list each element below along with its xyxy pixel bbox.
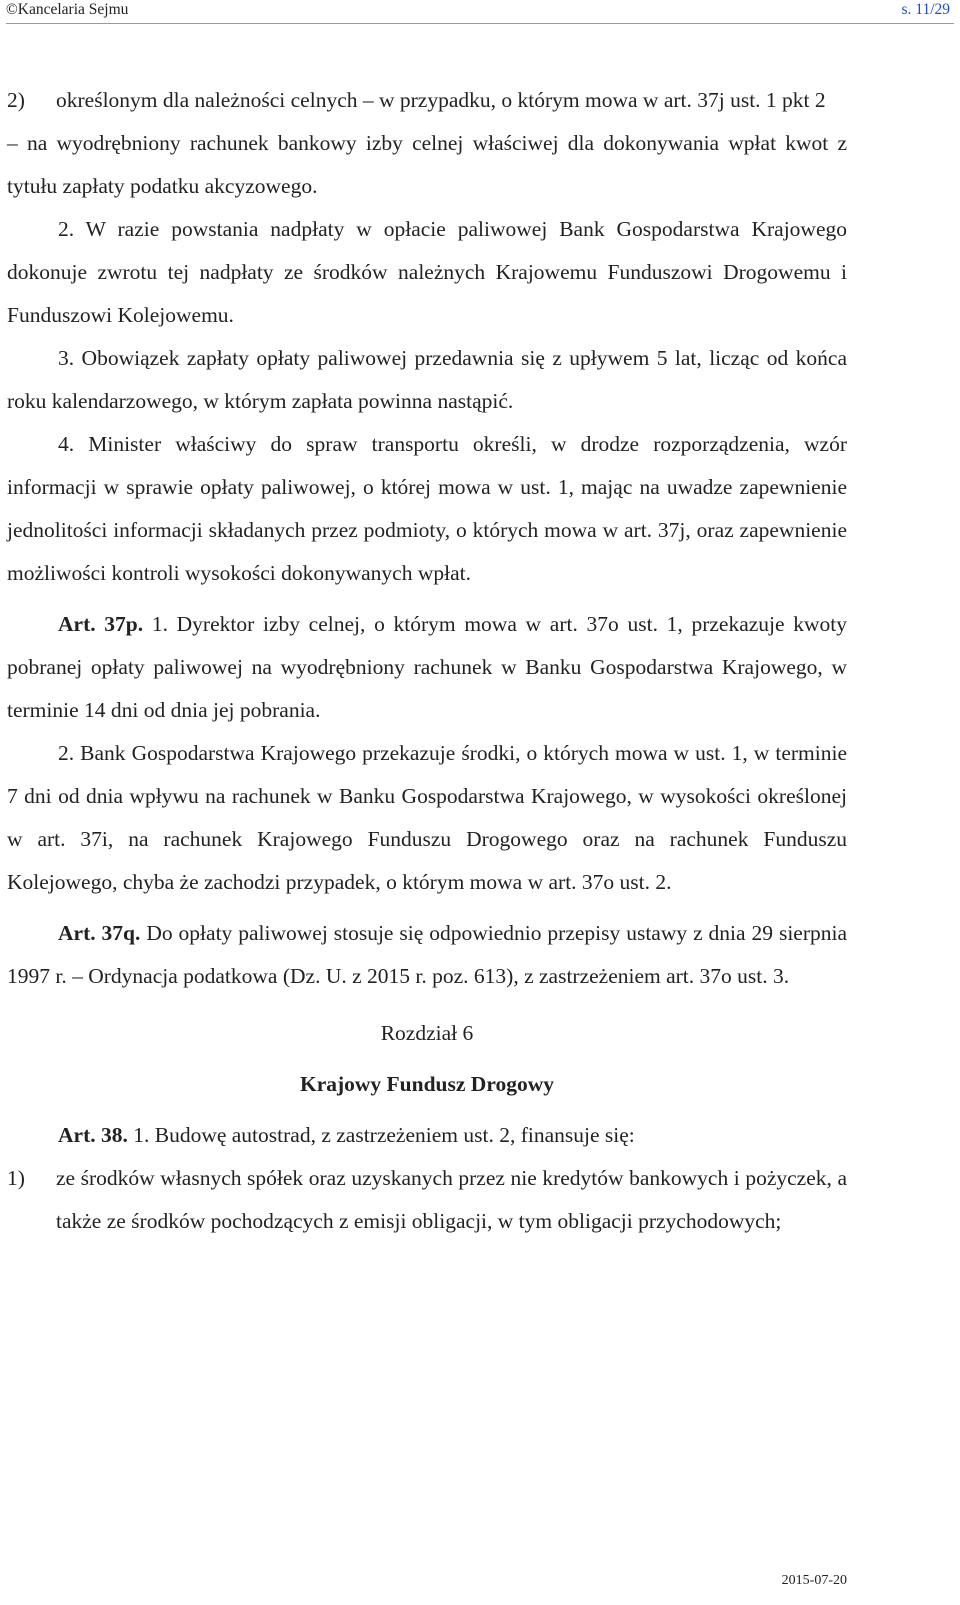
article-37p — [7, 603, 847, 732]
list-item-2 — [7, 79, 847, 122]
article-38-text: 1. Budowę autostrad, z zastrzeżeniem ust. 2, finansuje się: — [127, 1123, 635, 1147]
copyright-notice: ©Kancelaria Sejmu — [6, 1, 129, 18]
article-37p-text: 1. Dyrektor izby celnej, o którym mowa w art. 37o ust. 1, przekazuje kwoty pobranej opłaty paliwowej na wyodrębniony rachunek w Banku Gospodarstwa Krajowego, w terminie 14 dni od dnia jej pobrania. — [7, 612, 847, 722]
paragraph-ust-2: 2. W razie powstania nadpłaty w opłacie paliwowej Bank Gospodarstwa Krajowego dokonuje zwrotu tej nadpłaty ze środków należnych Krajowemu Funduszowi Drogowemu i Funduszowi Kolejowemu. — [7, 217, 847, 327]
list-item-number: 1) — [7, 1166, 25, 1190]
chapter-title: Krajowy Fundusz Drogowy — [299, 1072, 555, 1096]
page-number-link[interactable]: s. 11/29 — [901, 1, 950, 18]
chapter-number: Rozdział 6 — [380, 1021, 474, 1045]
article-37p-ust-2: 2. Bank Gospodarstwa Krajowego przekazuje środki, o których mowa w ust. 1, w terminie 7 dni od dnia wpływu na rachunek w Banku Gospodarstwa Krajowego, w wysokości określonej w art. 37i, na rachunek Krajowego Funduszu Drogowego oraz na rachunek Funduszu Kolejowego, chyba że zachodzi przypadek, o którym mowa w art. 37o ust. 2. — [7, 741, 847, 894]
list-item-text: określonym dla należności celnych – w przypadku, o którym mowa w art. 37j ust. 1 pkt 2 — [56, 88, 826, 112]
paragraph-ust-3: 3. Obowiązek zapłaty opłaty paliwowej przedawnia się z upływem 5 lat, licząc od końca roku kalendarzowego, w którym zapłata powinna nastąpić. — [7, 346, 847, 413]
list-item-number: 2) — [7, 88, 25, 112]
article-37q-label: Art. 37q. — [58, 921, 141, 945]
paragraph-ust-4: 4. Minister właściwy do spraw transportu określi, w drodze rozporządzenia, wzór informacji w sprawie opłaty paliwowej, o której mowa w ust. 1, mając na uwadze zapewnienie jednolitości informacji składanych przez podmioty, o których mowa w art. 37j, oraz zapewnienie możliwości kontroli wysokości dokonywanych wpłat. — [7, 432, 847, 585]
dash-paragraph: – na wyodrębniony rachunek bankowy izby celnej właściwej dla dokonywania wpłat kwot z tytułu zapłaty podatku akcyzowego. — [7, 131, 847, 198]
list-item-1 — [7, 1157, 847, 1243]
article-37q — [7, 912, 847, 998]
article-37p-label: Art. 37p. — [58, 612, 144, 636]
page-header — [6, 0, 954, 24]
footer-date: 2015-07-20 — [781, 1573, 847, 1588]
document-body — [7, 79, 847, 1243]
article-38 — [7, 1114, 847, 1157]
article-37q-text: Do opłaty paliwowej stosuje się odpowiednio przepisy ustawy z dnia 29 sierpnia 1997 r. – Ordynacja podatkowa (Dz. U. z 2015 r. poz. 613), z zastrzeżeniem art. 37o ust. 3. — [7, 921, 848, 988]
article-38-label: Art. 38. — [58, 1123, 128, 1147]
list-item-text: ze środków własnych spółek oraz uzyskanych przez nie kredytów bankowych i pożyczek, a także ze środków pochodzących z emisji obligacji, w tym obligacji przychodowych; — [56, 1166, 847, 1233]
